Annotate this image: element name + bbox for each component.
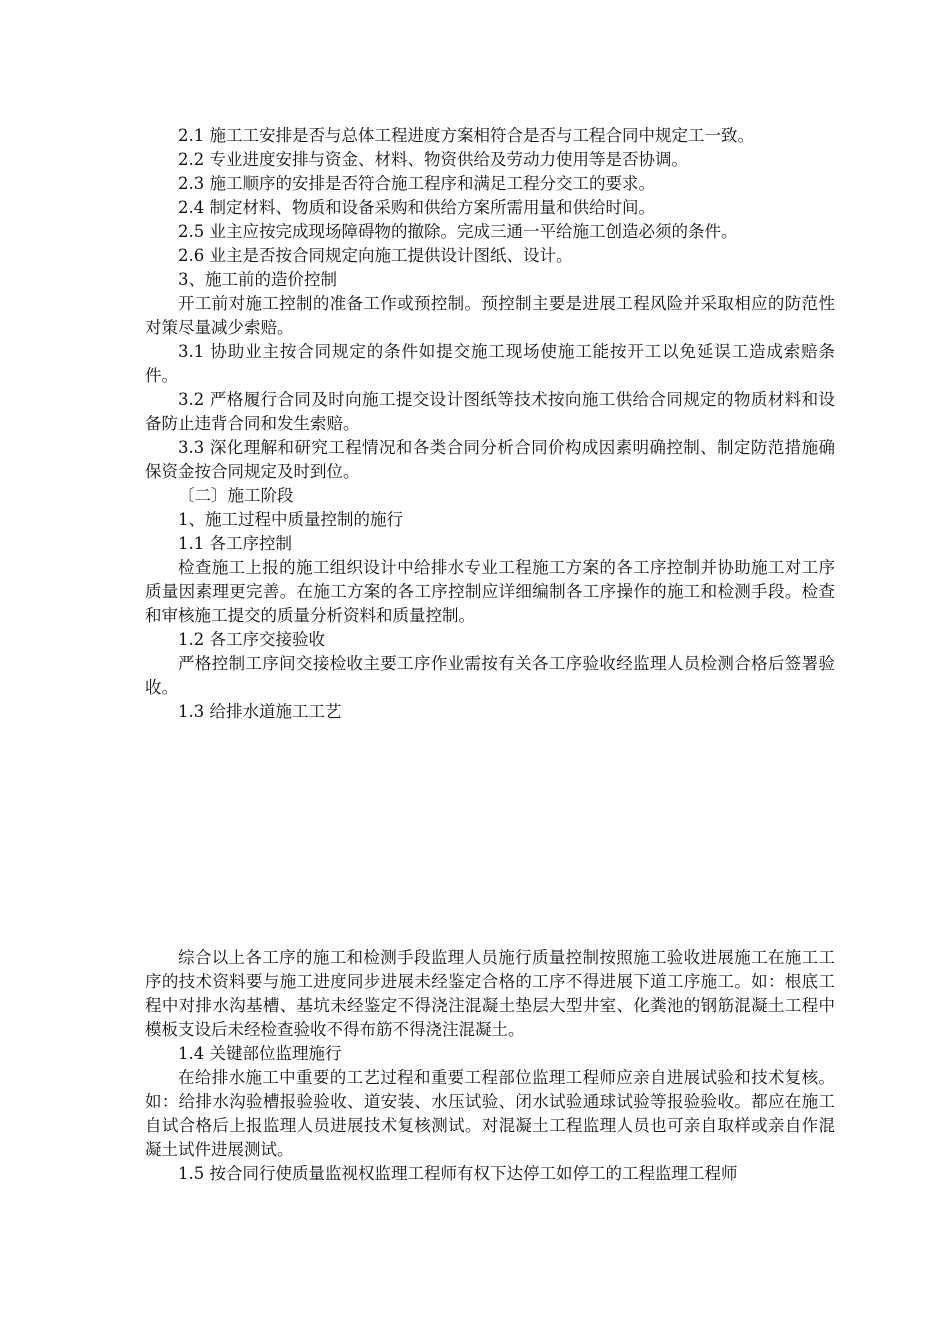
document-body-bottom xyxy=(145,946,835,1186)
paragraph: 2.2 专业进度安排与资金、材料、物资供给及劳动力使用等是否协调。 xyxy=(178,150,688,169)
paragraph: 2.3 施工顺序的安排是否符合施工程序和满足工程分交工的要求。 xyxy=(178,174,655,193)
subsection-heading: 1.3 给排水道施工工艺 xyxy=(178,702,342,721)
paragraph: 2.5 业主应按完成现场障碍物的撤除。完成三通一平给施工创造必须的条件。 xyxy=(178,222,738,241)
subsection-heading: 1.1 各工序控制 xyxy=(178,534,292,553)
paragraph: 开工前对施工控制的准备工作或预控制。预控制主要是进展工程风险并采取相应的防范性对策尽量减少索赔。 xyxy=(145,294,835,337)
paragraph: 2.1 施工工安排是否与总体工程进度方案相符合是否与工程合同中规定工一致。 xyxy=(178,126,754,145)
paragraph: 2.6 业主是否按合同规定向施工提供设计图纸、设计。 xyxy=(178,246,573,265)
paragraph: 综合以上各工序的施工和检测手段监理人员施行质量控制按照施工验收进展施工在施工工序的技术资料要与施工进度同步进展未经鉴定合格的工序不得进展下道工序施工。如：根底工程中对排水沟基槽、基坑未经鉴定不得浇注混凝土垫层大型井室、化粪池的钢筋混凝土工程中模板支设后未经检查验收不得布筋不得浇注混凝土。 xyxy=(145,948,835,1039)
paragraph: 3.3 深化理解和研究工程情况和各类合同分析合同价构成因素明确控制、制定防范措施确保资金按合同规定及时到位。 xyxy=(145,438,835,481)
section-heading: 1、施工过程中质量控制的施行 xyxy=(178,510,403,529)
document-body-top xyxy=(145,124,835,724)
section-heading: 〔二〕施工阶段 xyxy=(178,486,294,505)
paragraph: 在给排水施工中重要的工艺过程和重要工程部位监理工程师应亲自进展试验和技术复核。如：给排水沟验槽报验验收、道安装、水压试验、闭水试验通球试验等报验验收。都应在施工自试合格后上报监理人员进展技术复核测试。对混凝土工程监理人员也可亲自取样或亲自作混凝土试件进展测试。 xyxy=(145,1068,835,1159)
paragraph: 3.1 协助业主按合同规定的条件如提交施工现场使施工能按开工以免延误工造成索赔条件。 xyxy=(145,342,835,385)
paragraph: 严格控制工序间交接检收主要工序作业需按有关各工序验收经监理人员检测合格后签署验收。 xyxy=(145,654,835,697)
paragraph: 检查施工上报的施工组织设计中给排水专业工程施工方案的各工序控制并协助施工对工序质量因素理更完善。在施工方案的各工序控制应详细编制各工序操作的施工和检测手段。检查和审核施工提交的质量分析资料和质量控制。 xyxy=(145,558,835,625)
subsection-heading: 1.2 各工序交接验收 xyxy=(178,630,325,649)
paragraph: 2.4 制定材料、物质和设备采购和供给方案所需用量和供给时间。 xyxy=(178,198,655,217)
section-heading: 3、施工前的造价控制 xyxy=(178,270,337,289)
paragraph: 1.5 按合同行使质量监视权监理工程师有权下达停工如停工的工程监理工程师 xyxy=(178,1164,738,1183)
subsection-heading: 1.4 关键部位监理施行 xyxy=(178,1044,342,1063)
paragraph: 3.2 严格履行合同及时向施工提交设计图纸等技术按向施工供给合同规定的物质材料和设备防止违背合同和发生索赔。 xyxy=(145,390,835,433)
